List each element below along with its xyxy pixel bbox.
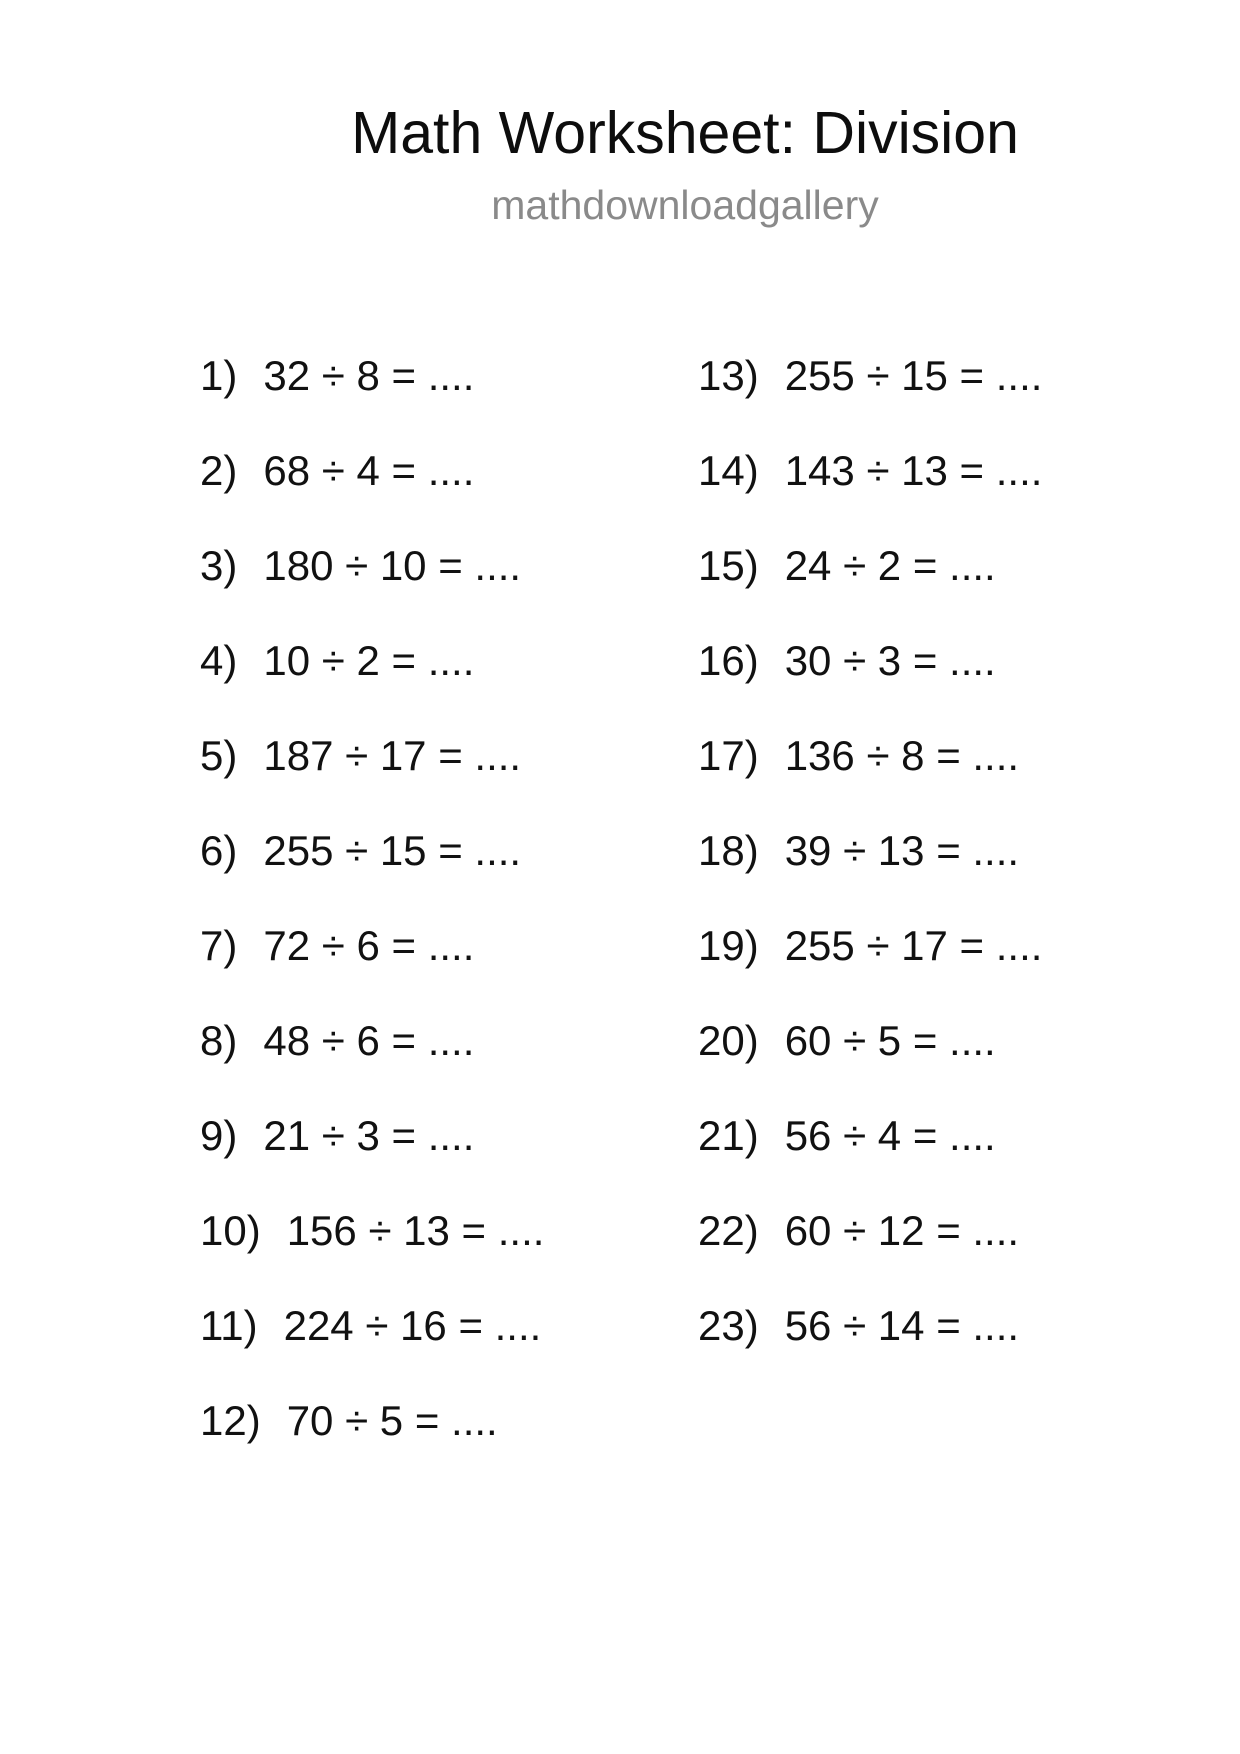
problem-item (698, 1106, 1042, 1201)
problem-item (200, 916, 544, 1011)
problem-number: 19) (698, 922, 759, 969)
problem-item (698, 631, 1042, 726)
problem-expression: 70 ÷ 5 = .... (286, 1397, 498, 1444)
problem-item (200, 1296, 544, 1391)
problem-item (200, 441, 544, 536)
problem-expression: 68 ÷ 4 = .... (263, 447, 475, 494)
problem-number: 23) (698, 1302, 759, 1349)
problem-number: 18) (698, 827, 759, 874)
problem-expression: 60 ÷ 5 = .... (784, 1017, 996, 1064)
problem-expression: 39 ÷ 13 = .... (784, 827, 1020, 874)
problem-number: 3) (200, 542, 238, 589)
problem-number: 8) (200, 1017, 238, 1064)
problem-expression: 180 ÷ 10 = .... (263, 542, 522, 589)
problem-item (200, 1106, 544, 1201)
problem-expression: 56 ÷ 4 = .... (784, 1112, 996, 1159)
problem-expression: 187 ÷ 17 = .... (263, 732, 522, 779)
problem-number: 16) (698, 637, 759, 684)
problem-number: 2) (200, 447, 238, 494)
problem-number: 10) (200, 1207, 261, 1254)
problem-expression: 72 ÷ 6 = .... (263, 922, 475, 969)
problem-number: 5) (200, 732, 238, 779)
problem-expression: 10 ÷ 2 = .... (263, 637, 475, 684)
problem-number: 20) (698, 1017, 759, 1064)
problem-expression: 30 ÷ 3 = .... (784, 637, 996, 684)
problem-expression: 255 ÷ 15 = .... (784, 352, 1043, 399)
problem-number: 13) (698, 352, 759, 399)
problem-expression: 32 ÷ 8 = .... (263, 352, 475, 399)
problem-item (200, 821, 544, 916)
problem-expression: 48 ÷ 6 = .... (263, 1017, 475, 1064)
problem-item (698, 1201, 1042, 1296)
problem-number: 21) (698, 1112, 759, 1159)
problem-list-right (698, 346, 1042, 1391)
problem-expression: 255 ÷ 17 = .... (784, 922, 1043, 969)
problem-item (200, 726, 544, 821)
problem-expression: 136 ÷ 8 = .... (784, 732, 1020, 779)
problem-item (698, 1296, 1042, 1391)
problem-number: 12) (200, 1397, 261, 1444)
problem-list-left (200, 346, 544, 1486)
problem-number: 9) (200, 1112, 238, 1159)
problem-expression: 24 ÷ 2 = .... (784, 542, 996, 589)
problem-number: 22) (698, 1207, 759, 1254)
problem-item (698, 726, 1042, 821)
problem-number: 4) (200, 637, 238, 684)
problem-item (698, 441, 1042, 536)
problem-item (698, 536, 1042, 631)
problem-expression: 21 ÷ 3 = .... (263, 1112, 475, 1159)
problem-item (200, 1011, 544, 1106)
problem-item (698, 346, 1042, 441)
problem-expression: 60 ÷ 12 = .... (784, 1207, 1020, 1254)
problem-expression: 255 ÷ 15 = .... (263, 827, 522, 874)
problem-number: 14) (698, 447, 759, 494)
problem-expression: 143 ÷ 13 = .... (784, 447, 1043, 494)
problem-item (200, 1391, 544, 1486)
problem-number: 6) (200, 827, 238, 874)
problem-number: 7) (200, 922, 238, 969)
problem-expression: 56 ÷ 14 = .... (784, 1302, 1020, 1349)
problem-item (200, 346, 544, 441)
worksheet-subtitle: mathdownloadgallery (491, 182, 879, 228)
problem-expression: 224 ÷ 16 = .... (283, 1302, 542, 1349)
problem-item (698, 821, 1042, 916)
problem-item (200, 631, 544, 726)
problem-expression: 156 ÷ 13 = .... (286, 1207, 545, 1254)
problem-item (200, 536, 544, 631)
problem-item (200, 1201, 544, 1296)
problem-item (698, 916, 1042, 1011)
problem-number: 15) (698, 542, 759, 589)
problem-item (698, 1011, 1042, 1106)
worksheet-title: Math Worksheet: Division (351, 100, 1019, 166)
problem-number: 17) (698, 732, 759, 779)
problem-number: 11) (200, 1302, 258, 1349)
problem-number: 1) (200, 352, 238, 399)
